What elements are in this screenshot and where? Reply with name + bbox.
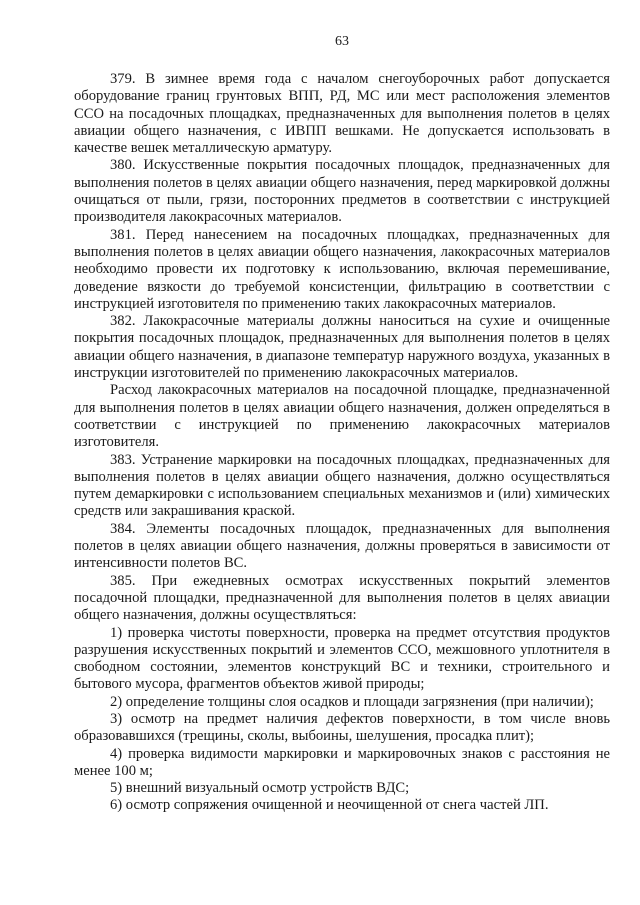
paragraph-382-consumption: Расход лакокрасочных материалов на посадочной площадке, предназначенной для выполнения полетов в целях авиации общего назначения, должен определяться в соответствии с инструкцией по применению лакокрасочных материалов изготовителя.	[74, 382, 610, 451]
paragraph-385: 385. При ежедневных осмотрах искусственных покрытий элементов посадочной площадки, предназначенной для выполнения полетов в целях авиации общего назначения, должны осуществляться:	[74, 572, 610, 624]
paragraph-382: 382. Лакокрасочные материалы должны наноситься на сухие и очищенные покрытия посадочных площадок, предназначенных для выполнения полетов в целях авиации общего назначения, в диапазоне температур наружного воздуха, указанных в инструкции изготовителей по применению лакокрасочных материалов.	[74, 313, 610, 382]
paragraph-384: 384. Элементы посадочных площадок, предназначенных для выполнения полетов в целях авиации общего назначения, должны проверяться в зависимости от интенсивности полетов ВС.	[74, 520, 610, 572]
paragraph-380: 380. Искусственные покрытия посадочных площадок, предназначенных для выполнения полетов в целях авиации общего назначения, перед маркировкой должны очищаться от пыли, грязи, посторонних предметов в соответствии с инструкцией производителя лакокрасочных материалов.	[74, 157, 610, 226]
document-body	[74, 71, 610, 815]
paragraph-381: 381. Перед нанесением на посадочных площадках, предназначенных для выполнения полетов в целях авиации общего назначения, лакокрасочных материалов необходимо провести их подготовку к использованию, включая перемешивание, доведение вязкости до требуемой консистенции, фильтрацию в соответствии с инструкцией изготовителя по применению таких лакокрасочных материалов.	[74, 226, 610, 312]
list-item-3: 3) осмотр на предмет наличия дефектов поверхности, в том числе вновь образовавшихся (трещины, сколы, выбоины, шелушения, просадка плит);	[74, 710, 610, 745]
list-item-4: 4) проверка видимости маркировки и маркировочных знаков с расстояния не менее 100 м;	[74, 745, 610, 779]
list-item-1: 1) проверка чистоты поверхности, проверка на предмет отсутствия продуктов разрушения искусственных покрытий и элементов ССО, межшовного уплотнителя в свободном состоянии, элементов конструкций ВС и техники, строительного и бытового мусора, фрагментов объектов живой природы;	[74, 624, 610, 693]
paragraph-379: 379. В зимнее время года с началом снегоуборочных работ допускается оборудование границ грунтовых ВПП, РД, МС или мест расположения элементов ССО на посадочных площадках, предназначенных для выполнения полетов в целях авиации общего назначения, с ИВПП вешками. Не допускается использовать в качестве вешек металлическую арматуру.	[74, 71, 610, 157]
list-item-6: 6) осмотр сопряжения очищенной и неочищенной от снега частей ЛП.	[110, 797, 549, 814]
paragraph-383: 383. Устранение маркировки на посадочных площадках, предназначенных для выполнения полетов в целях авиации общего назначения, должно осуществляться путем демаркировки с использованием специальных механизмов и (или) химических средств или закрашивания краской.	[74, 451, 610, 520]
page-number: 63	[335, 34, 349, 49]
list-item-5: 5) внешний визуальный осмотр устройств ВДС;	[110, 780, 410, 797]
list-item-2: 2) определение толщины слоя осадков и площади загрязнения (при наличии);	[110, 693, 594, 710]
